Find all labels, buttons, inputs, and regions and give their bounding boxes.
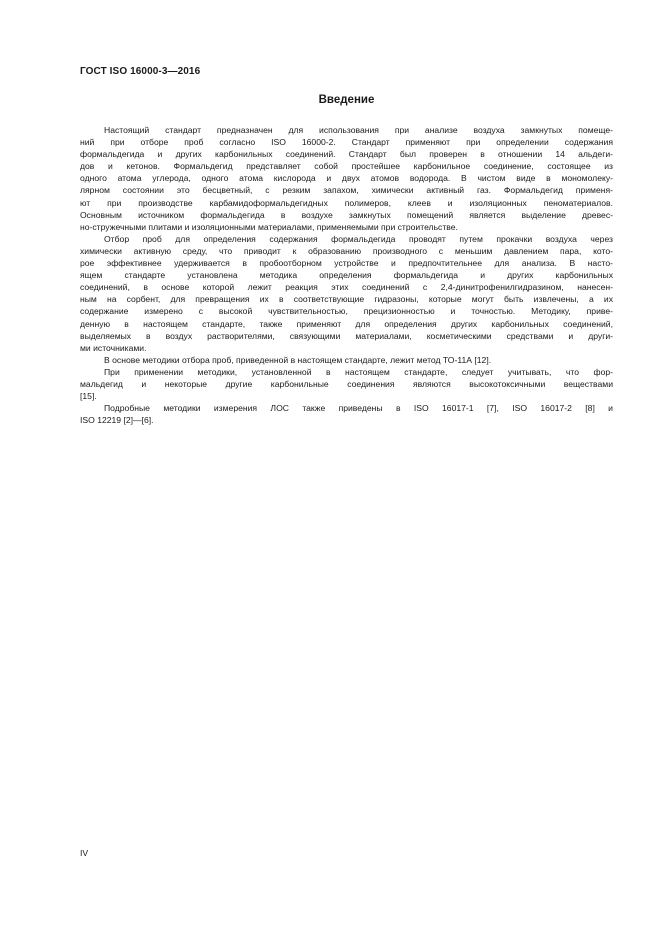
- text-line: рое эффективнее удерживается в пробоотборном устройстве и предпочтительнее для анализа. В насто-: [80, 258, 613, 269]
- text-line: Настоящий стандарт предназначен для использования при анализе воздуха замкнутых помеще-: [104, 125, 613, 135]
- paragraph: [80, 233, 613, 354]
- paragraph: [80, 402, 613, 426]
- text-line: химически активную среду, что приводит к образованию производного с меньшим давлением пара, кото-: [80, 245, 613, 256]
- paragraph: [80, 124, 613, 233]
- text-line: ящем стандарте установлена методика определения формальдегида и других карбонильных: [80, 270, 613, 281]
- text-line: В основе методики отбора проб, приведенной в настоящем стандарте, лежит метод ТО-11А [12].: [104, 354, 492, 365]
- text-line: ми источниками.: [80, 342, 147, 353]
- text-line: ISO 12219 [2]—[6].: [80, 415, 154, 426]
- page-number: IV: [80, 848, 89, 858]
- text-line: Подробные методики измерения ЛОС также приведены в ISO 16017-1 [7], ISO 16017-2 [8] и: [104, 403, 613, 414]
- text-line: дов и кетонов. Формальдегид представляет собой простейшее карбонильное соединение, состоящее из: [80, 161, 613, 172]
- paragraph: [80, 354, 613, 366]
- section-title: Введение: [318, 94, 375, 106]
- text-line: выделяемых в воздух растворителями, связующими материалами, косметическими средствами и други-: [80, 330, 613, 341]
- text-line: содержание измерено с высокой чувствительностью, прецизионностью и точностью. Методику, приве-: [80, 306, 613, 317]
- document-code-header: ГОСТ ISO 16000-3—2016: [80, 66, 201, 77]
- text-line: соединений, в основе которой лежит реакция этих соединений с 2,4-динитрофенилгидразином, нанесен-: [80, 282, 613, 293]
- text-line: ют при производстве карбамидоформальдегидных полимеров, клеев и изоляционных пеноматериалов.: [80, 197, 613, 208]
- text-line: мальдегид и некоторые другие карбонильные соединения являются высокотоксичными веществами: [80, 378, 613, 389]
- text-line: одного атома углерода, одного атома кислорода и двух атомов водорода. В чистом виде в мономолеку-: [80, 173, 613, 184]
- text-line: но-стружечными плитами и изоляционными материалами, применяемыми при строительстве.: [80, 221, 458, 232]
- text-line: ным на сорбент, для превращения их в соответствующие гидразоны, которые могут быть извлечены, а их: [80, 294, 613, 305]
- text-line: ний при отборе проб согласно ISO 16000-2. Стандарт применяют при определении содержания: [80, 137, 613, 148]
- paragraph: [80, 366, 613, 402]
- text-line: При применении методики, установленной в настоящем стандарте, следует учитывать, что фор-: [104, 366, 613, 377]
- text-line: [15].: [80, 391, 97, 402]
- introduction-body: [80, 124, 613, 426]
- text-line: Отбор проб для определения содержания формальдегида проводят путем прокачки воздуха через: [104, 233, 613, 244]
- text-line: формальдегида и других карбонильных соединений. Стандарт был проверен в отношении 14 альдеги-: [80, 149, 613, 160]
- text-line: лярном состоянии это бесцветный, с резким запахом, химически активный газ. Формальдегид применя-: [80, 185, 613, 196]
- text-line: денную в настоящем стандарте, также применяют для определения других карбонильных соединений,: [80, 318, 613, 329]
- text-line: Основным источником формальдегида в воздухе замкнутых помещений является выделение древес-: [80, 209, 613, 220]
